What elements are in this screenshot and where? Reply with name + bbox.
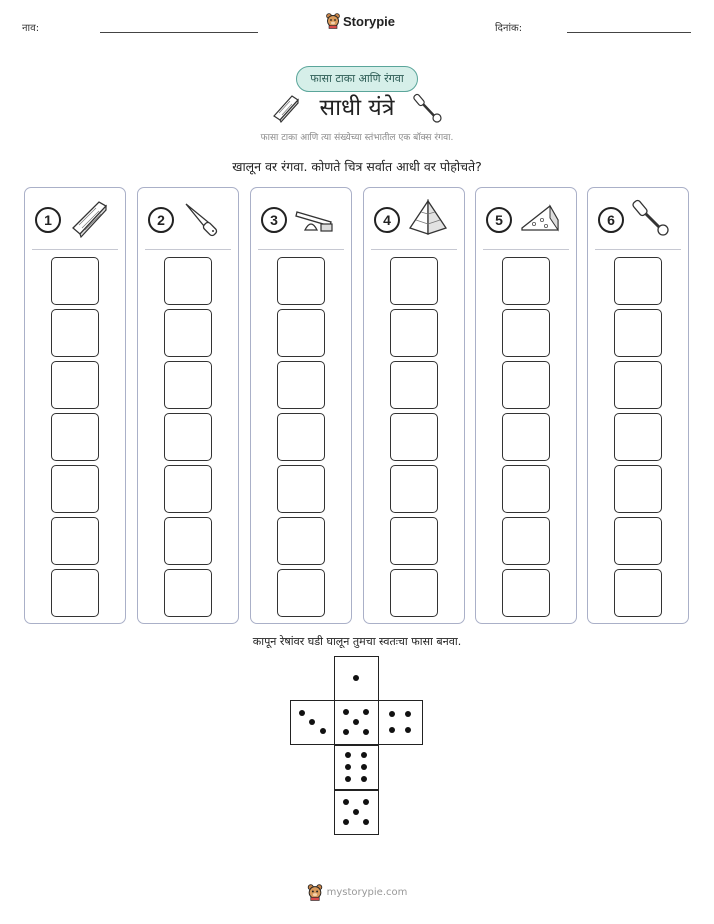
column-6 [587,187,689,624]
color-box[interactable] [277,413,325,461]
wedge-icon [520,198,560,238]
color-box[interactable] [502,465,550,513]
color-box[interactable] [614,569,662,617]
dice-pip [345,752,351,758]
color-box[interactable] [614,517,662,565]
plank-icon [69,198,109,238]
date-label: दिनांक: [495,23,523,34]
dice-pip [309,719,315,725]
name-label: नाव: [22,23,40,34]
color-box[interactable] [502,517,550,565]
dice-face-5 [334,700,379,745]
dice-pip [343,819,349,825]
color-box[interactable] [277,257,325,305]
page-title: साधी यंत्रे [319,95,395,121]
color-box[interactable] [51,413,99,461]
dice-pip [363,819,369,825]
column-3 [250,187,352,624]
column-divider [483,249,569,250]
dice-face-5 [334,790,379,835]
color-box[interactable] [51,361,99,409]
name-line[interactable] [100,32,258,33]
column-number: 2 [148,207,174,233]
dice-pip [343,709,349,715]
dice-pip [345,764,351,770]
page-header [0,0,714,50]
lever-icon [295,198,335,238]
dice-pip [353,809,359,815]
column-divider [258,249,344,250]
color-box[interactable] [502,569,550,617]
color-box[interactable] [277,517,325,565]
dice-pip [363,709,369,715]
color-box[interactable] [277,569,325,617]
dice-pip [299,710,305,716]
color-box[interactable] [502,413,550,461]
color-box[interactable] [502,309,550,357]
color-box[interactable] [164,361,212,409]
dice-pip [345,776,351,782]
color-box[interactable] [614,361,662,409]
footer-link[interactable]: mystorypie.com [326,887,408,898]
color-box[interactable] [390,361,438,409]
date-line[interactable] [567,32,691,33]
column-2 [137,187,239,624]
column-header [364,188,464,250]
dice-face-6 [334,745,379,790]
column-5 [475,187,577,624]
column-number: 1 [35,207,61,233]
color-box[interactable] [390,569,438,617]
color-box[interactable] [614,309,662,357]
color-box[interactable] [51,257,99,305]
color-box[interactable] [51,309,99,357]
dice-pip [320,728,326,734]
dice-face-1 [334,656,379,701]
page-subtitle: फासा टाका आणि त्या संख्येच्या स्तंभातील एक बॉक्स रंगवा. [260,133,454,143]
color-box[interactable] [164,569,212,617]
column-divider [145,249,231,250]
brand-name: Storypie [343,13,396,29]
dice-pip [361,776,367,782]
column-number: 3 [261,207,287,233]
color-box[interactable] [614,257,662,305]
color-box[interactable] [390,413,438,461]
dice-pip [361,764,367,770]
column-divider [371,249,457,250]
pyramid-icon [408,198,448,238]
column-header [476,188,576,250]
color-box[interactable] [614,465,662,513]
color-box[interactable] [51,517,99,565]
color-box[interactable] [51,569,99,617]
column-header [138,188,238,250]
dice-pip [353,675,359,681]
dice-instruction: कापून रेषांवर घडी घालून तुमचा स्वतःचा फासा बनवा. [252,635,462,648]
column-header [25,188,125,250]
dice-face-4 [378,700,423,745]
screwdriver-icon [412,92,444,124]
color-box[interactable] [390,517,438,565]
column-divider [595,249,681,250]
color-box[interactable] [51,465,99,513]
color-box[interactable] [502,361,550,409]
column-number: 6 [598,207,624,233]
bear-logo-icon [326,13,340,29]
instruction-text: खालून वर रंगवा. कोणते चित्र सर्वात आधी वर पोहोचते? [232,159,482,174]
column-number: 4 [374,207,400,233]
dice-pip [363,729,369,735]
column-header [588,188,688,250]
screwdriver-icon [632,198,672,238]
column-divider [32,249,118,250]
dice-pip [343,799,349,805]
color-box[interactable] [614,413,662,461]
color-box[interactable] [277,309,325,357]
color-box[interactable] [164,465,212,513]
dice-face-3 [290,700,335,745]
color-box[interactable] [390,309,438,357]
color-box[interactable] [502,257,550,305]
dice-pip [363,799,369,805]
dice-pip [343,729,349,735]
column-4 [363,187,465,624]
column-1 [24,187,126,624]
color-box[interactable] [277,465,325,513]
dice-pip [405,711,411,717]
color-box[interactable] [277,361,325,409]
column-number: 5 [486,207,512,233]
color-box[interactable] [390,465,438,513]
color-box[interactable] [164,257,212,305]
color-box[interactable] [164,517,212,565]
column-header [251,188,351,250]
dice-pip [389,727,395,733]
color-box[interactable] [164,413,212,461]
dice-pip [361,752,367,758]
dice-pip [353,719,359,725]
color-box[interactable] [164,309,212,357]
dice-pip [389,711,395,717]
bear-logo-icon [307,884,323,901]
knife-icon [182,198,222,238]
color-box[interactable] [390,257,438,305]
brand-logo [326,13,395,29]
page-footer [0,884,714,901]
topic-badge: फासा टाका आणि रंगवा [296,66,418,92]
dice-pip [405,727,411,733]
